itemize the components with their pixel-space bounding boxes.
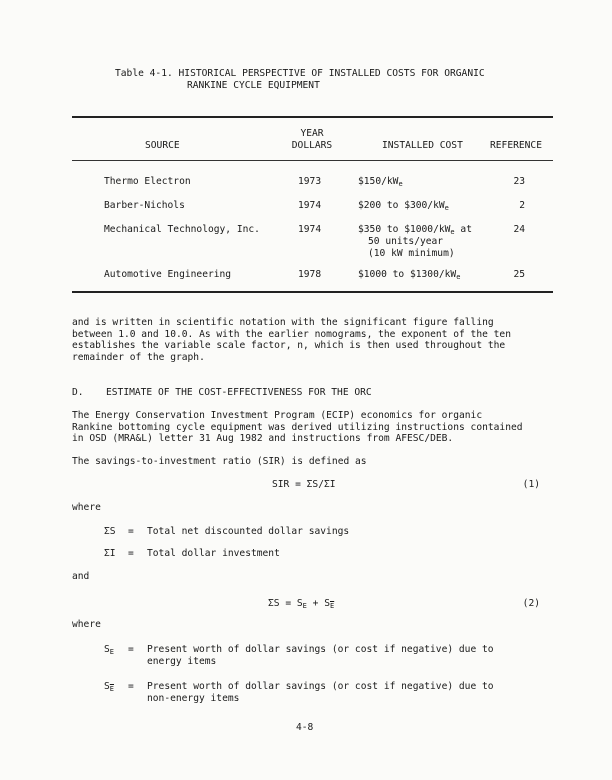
section-label: D. bbox=[72, 387, 84, 398]
row3-source: Mechanical Technology, Inc. bbox=[104, 224, 260, 235]
row3-year: 1974 bbox=[298, 224, 322, 235]
row4-cost: $1000 to $\$1300/kW_e$ bbox=[358, 269, 461, 281]
table-caption-line1: Table 4-1. HISTORICAL PERSPECTIVE OF INSTALLED COSTS FOR ORGANIC bbox=[115, 68, 485, 79]
def-sum-s-equals: = bbox=[128, 526, 134, 537]
def-sum-i-symbol: ΣI bbox=[104, 548, 116, 559]
row3-cost: $350 to $\$1000/kW_e$ at bbox=[358, 224, 472, 236]
row1-cost: $\$150/kW_e$ bbox=[358, 176, 403, 188]
def-se-bar-desc: Present worth of dollar savings (or cost if negative) due to non-energy items bbox=[147, 681, 494, 704]
row1-reference: 23 bbox=[513, 176, 525, 187]
page-number: 4-8 bbox=[296, 722, 314, 733]
table-top-rule bbox=[72, 116, 553, 118]
row2-reference: 2 bbox=[519, 200, 525, 211]
and-label: and bbox=[72, 571, 90, 582]
row2-source: Barber-Nichols bbox=[104, 200, 185, 211]
def-se-bar-equals: = bbox=[128, 681, 134, 692]
header-year bbox=[289, 128, 335, 152]
row2-cost: $200 to $\$300/kW_e$ bbox=[358, 200, 449, 212]
equation-1: SIR = ΣS/ΣI bbox=[272, 479, 336, 490]
row3-reference: 24 bbox=[513, 224, 525, 235]
def-sum-s-symbol: ΣS bbox=[104, 526, 116, 537]
row2-year: 1974 bbox=[298, 200, 322, 211]
header-year-line2: DOLLARS bbox=[291, 140, 333, 151]
row3-cost-extra2: (10 kW minimum) bbox=[368, 248, 455, 259]
header-reference: REFERENCE bbox=[490, 140, 542, 151]
def-se-equals: = bbox=[128, 644, 134, 655]
equation-2: $\Sigma S = S_E + S_{\overline{E}}$ bbox=[268, 598, 335, 610]
row1-year: 1973 bbox=[298, 176, 322, 187]
row1-source: Thermo Electron bbox=[104, 176, 191, 187]
def-se-symbol: $S_E$ bbox=[104, 644, 114, 656]
equation-2-number: (2) bbox=[522, 598, 540, 609]
equation-1-number: (1) bbox=[522, 479, 540, 490]
row3-cost-extra1: 50 units/year bbox=[368, 236, 444, 247]
def-sum-i-desc: Total dollar investment bbox=[147, 548, 280, 559]
table-caption bbox=[115, 68, 485, 92]
row4-year: 1978 bbox=[298, 269, 322, 280]
paragraph-scientific-notation: and is written in scientific notation with the significant figure falling between 1.0 and 10.0. As with the earlier nomograms, the exponent of the ten establishes the variable scale factor, n, which is then used throughout the remainder of the graph. bbox=[72, 317, 511, 363]
def-sum-s-desc: Total net discounted dollar savings bbox=[147, 526, 350, 537]
def-sum-i-equals: = bbox=[128, 548, 134, 559]
paragraph-ecip: The Energy Conservation Investment Program (ECIP) economics for organic Rankine bottoming cycle equipment was derived utilizing instructions contained in OSD (MRA&L) letter 31 Aug 1982 and instructions from AFESC/DEB. bbox=[72, 410, 523, 444]
where-label-2: where bbox=[72, 619, 101, 630]
table-bottom-rule bbox=[72, 291, 553, 293]
row4-reference: 25 bbox=[513, 269, 525, 280]
header-source: SOURCE bbox=[145, 140, 180, 151]
row4-source: Automotive Engineering bbox=[104, 269, 232, 280]
table-caption-line2: RANKINE CYCLE EQUIPMENT bbox=[187, 80, 320, 91]
where-label-1: where bbox=[72, 502, 101, 513]
table-header-rule bbox=[72, 160, 553, 161]
def-se-desc: Present worth of dollar savings (or cost if negative) due to energy items bbox=[147, 644, 494, 667]
section-title: ESTIMATE OF THE COST-EFFECTIVENESS FOR THE ORC bbox=[106, 387, 372, 398]
header-installed-cost: INSTALLED COST bbox=[382, 140, 463, 151]
def-se-bar-symbol: $S_{\overline{E}}$ bbox=[104, 681, 114, 693]
paragraph-sir-definition: The savings-to-investment ratio (SIR) is defined as bbox=[72, 456, 367, 467]
header-year-line1: YEAR bbox=[300, 128, 324, 139]
